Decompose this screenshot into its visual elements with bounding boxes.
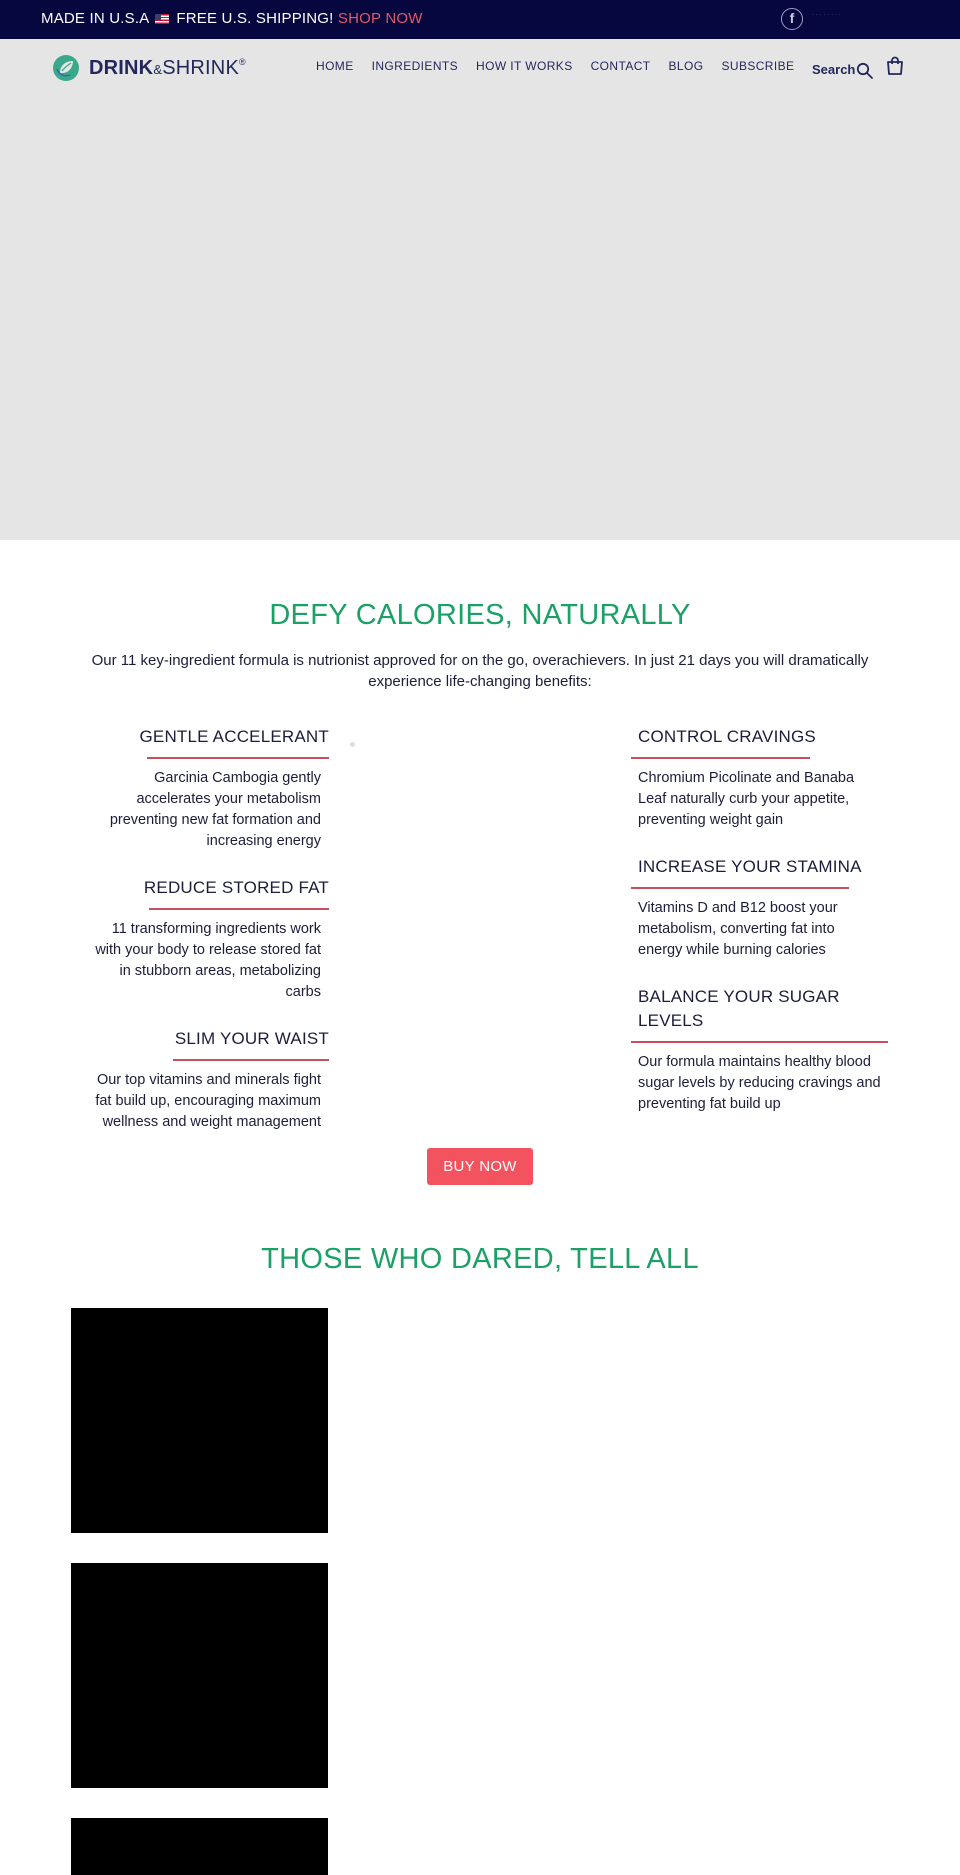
benefit-divider xyxy=(631,1041,888,1043)
benefit-divider xyxy=(631,887,849,889)
facebook-icon[interactable]: f xyxy=(781,8,803,30)
site-logo[interactable] xyxy=(52,53,246,83)
testimonial-video[interactable] xyxy=(71,1563,328,1788)
benefit-divider xyxy=(173,1059,329,1061)
benefit-title: SLIM YOUR WAIST xyxy=(174,1029,329,1048)
benefit-divider xyxy=(631,757,810,759)
benefit-text: 11 transforming ingredients work with your body to release stored fat in stubborn areas, metabolizing carbs xyxy=(95,921,321,1000)
made-in-usa-text: MADE IN U.S.A xyxy=(41,10,149,27)
benefit-control-cravings xyxy=(631,725,893,831)
benefit-divider xyxy=(147,757,329,759)
benefit-text: Vitamins D and B12 boost your metabolism, converting fat into energy while burning calories xyxy=(638,900,838,958)
announcement-bar xyxy=(0,0,960,39)
benefit-text: Garcinia Cambogia gently accelerates your metabolism preventing new fat formation and increasing energy xyxy=(109,770,321,849)
section-title-defy-calories: DEFY CALORIES, NATURALLY xyxy=(269,599,691,631)
benefit-text: Chromium Picolinate and Banaba Leaf naturally curb your appetite, preventing weight gain xyxy=(638,770,855,828)
search-icon xyxy=(856,62,874,80)
site-header-hero xyxy=(0,39,960,540)
benefit-balance-sugar xyxy=(631,985,889,1115)
nav-home[interactable]: HOME xyxy=(316,59,354,73)
benefit-title: GENTLE ACCELERANT xyxy=(139,727,329,746)
benefit-title: INCREASE YOUR STAMINA xyxy=(638,857,862,876)
header-small-link[interactable]: · · · · · · · · xyxy=(812,12,842,18)
benefit-reduce-stored-fat xyxy=(80,876,329,1003)
main-nav xyxy=(316,59,794,73)
benefit-text: Our top vitamins and minerals fight fat build up, encouraging maximum wellness and weight management xyxy=(95,1072,321,1130)
nav-contact[interactable]: CONTACT xyxy=(590,59,651,73)
leaf-logo-icon xyxy=(52,54,80,82)
free-shipping-text: FREE U.S. SHIPPING! xyxy=(176,10,334,27)
slider-dot xyxy=(350,742,355,747)
nav-how-it-works[interactable]: HOW IT WORKS xyxy=(476,59,573,73)
announcement-text xyxy=(41,10,423,27)
benefit-increase-stamina xyxy=(631,855,893,961)
shopping-bag-icon[interactable] xyxy=(886,56,904,76)
us-flag-icon xyxy=(155,14,169,24)
nav-subscribe[interactable]: SUBSCRIBE xyxy=(721,59,795,73)
section-intro: Our 11 key-ingredient formula is nutrionist approved for on the go, overachievers. In just 21 days you will dramatically experience life-changing benefits: xyxy=(91,652,869,690)
benefit-text: Our formula maintains healthy blood sugar levels by reducing cravings and preventing fat build up xyxy=(638,1054,881,1112)
logo-wordmark: DRINK&SHRINK® xyxy=(89,56,246,79)
buy-now-button[interactable]: BUY NOW xyxy=(427,1148,533,1185)
shop-now-link[interactable]: SHOP NOW xyxy=(337,10,423,27)
benefit-gentle-accelerant xyxy=(80,725,329,852)
nav-ingredients[interactable]: INGREDIENTS xyxy=(371,59,459,73)
benefit-title: CONTROL CRAVINGS xyxy=(638,727,816,746)
testimonial-video[interactable] xyxy=(71,1818,328,1875)
benefit-title: BALANCE YOUR SUGAR LEVELS xyxy=(638,987,840,1030)
search-button[interactable] xyxy=(812,59,874,80)
section-title-testimonials: THOSE WHO DARED, TELL ALL xyxy=(261,1243,699,1275)
search-label: Search xyxy=(812,62,856,77)
testimonial-video[interactable] xyxy=(71,1308,328,1533)
benefit-slim-your-waist xyxy=(80,1027,329,1133)
nav-blog[interactable]: BLOG xyxy=(668,59,704,73)
benefit-title: REDUCE STORED FAT xyxy=(143,878,329,897)
benefit-divider xyxy=(149,908,329,910)
